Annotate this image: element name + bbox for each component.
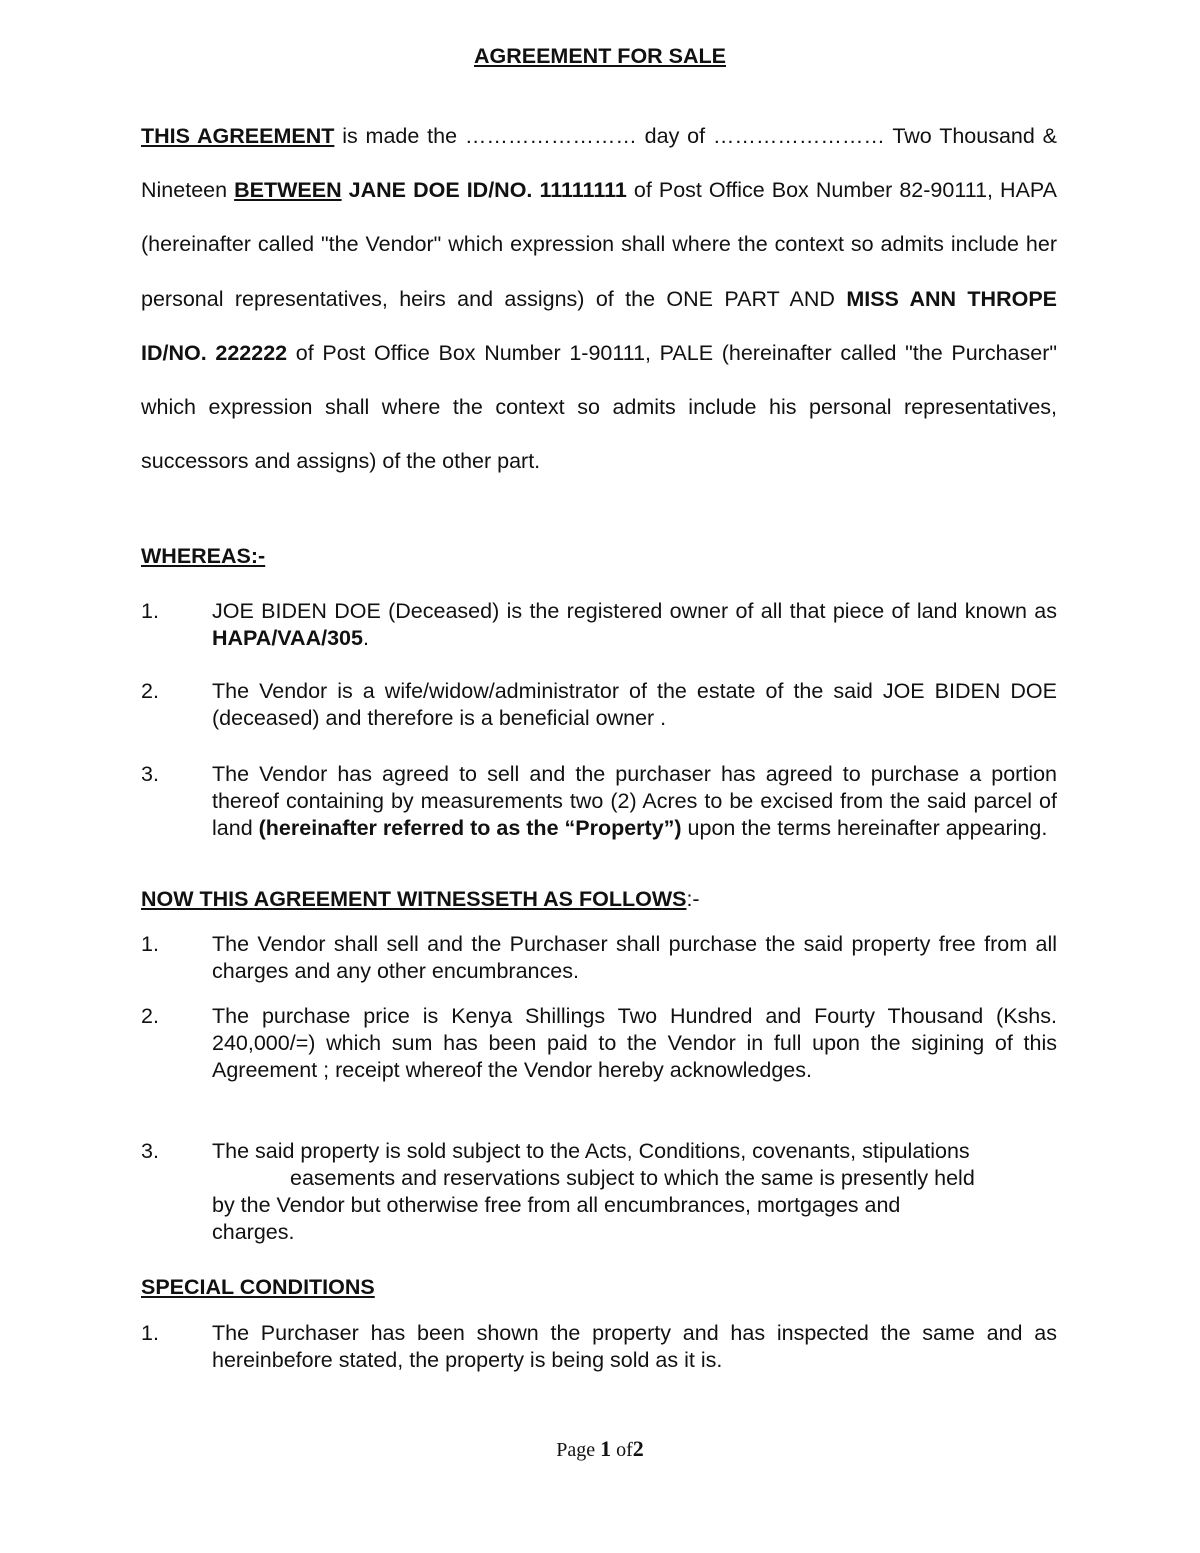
special-conditions-heading: SPECIAL CONDITIONS — [141, 1275, 375, 1299]
item-number: 1. — [141, 599, 159, 623]
vendor-name: JANE DOE ID/NO. 11111111 — [341, 178, 627, 203]
item-text: The Vendor is a wife/widow/administrator of the estate of the said JOE BIDEN DOE (deceased) and therefore is a beneficial owner . — [212, 679, 1057, 730]
current-page-number: 1 — [600, 1436, 612, 1461]
whereas-heading: WHEREAS:- — [141, 544, 266, 568]
item-number: 3. — [141, 762, 159, 786]
witnesseth-item — [141, 1138, 1057, 1246]
item-number: 3. — [141, 1139, 159, 1163]
item-text: The said property is sold subject to the Acts, Conditions, covenants, stipulations easements and reservations subject to which the same is presently held by the Vendor but otherwise free from all encumbrances, mortgages and charges. — [212, 1139, 975, 1244]
witnesseth-item — [141, 1003, 1057, 1084]
this-agreement-label: THIS AGREEMENT — [141, 124, 335, 148]
item-text: JOE BIDEN DOE (Deceased) is the registered owner of all that piece of land known as HAPA/VAA/305. — [212, 599, 1057, 650]
document-title: AGREEMENT FOR SALE — [473, 44, 727, 68]
item-number: 2. — [141, 679, 159, 703]
item-number: 1. — [141, 1321, 159, 1345]
intro-text-3: of Post Office Box Number 1-90111, PALE (hereinafter called "the Purchaser" which expression shall where the context so admits include his personal representatives, successors and assigns) of the other part. — [141, 340, 1057, 474]
item-text: The Vendor shall sell and the Purchaser shall purchase the said property free from all charges and any other encumbrances. — [212, 932, 1057, 983]
item-number: 2. — [141, 1004, 159, 1028]
whereas-item — [141, 598, 1057, 652]
special-condition-item — [141, 1320, 1057, 1374]
land-reference: HAPA/VAA/305 — [212, 626, 363, 650]
item-text: The Vendor has agreed to sell and the purchaser has agreed to purchase a portion thereof containing by measurements two (2) Acres to be excised from the said parcel of land (hereinafter referred to as the “Property”) upon the terms hereinafter appearing. — [212, 762, 1057, 840]
item-number: 1. — [141, 932, 159, 956]
item-text: The purchase price is Kenya Shillings Two Hundred and Fourty Thousand (Kshs. 240,000/=) which sum has been paid to the Vendor in full upon the sigining of this Agreement ; receipt whereof the Vendor hereby acknowledges. — [212, 1004, 1057, 1082]
witnesseth-item — [141, 931, 1057, 985]
intro-text-1: is made the …………………… day of …………………… Two Thousand & Nineteen — [141, 124, 1057, 203]
witnesseth-heading: NOW THIS AGREEMENT WITNESSETH AS FOLLOWS:- — [141, 887, 700, 911]
page-footer: Page 1 of2 — [556, 1436, 644, 1461]
property-definition: (hereinafter referred to as the “Property”) — [258, 816, 682, 840]
whereas-item — [141, 761, 1057, 842]
intro-text-2: of Post Office Box Number 82-90111, HAPA (hereinafter called "the Vendor" which expression shall where the context so admits include her personal representatives, heirs and assigns) of the ONE PART AND — [141, 178, 1057, 311]
whereas-item — [141, 678, 1057, 732]
item-text: The Purchaser has been shown the property and has inspected the same and as hereinbefore stated, the property is being sold as it is. — [212, 1321, 1057, 1372]
intro-paragraph — [141, 109, 1057, 488]
total-pages: 2 — [632, 1436, 644, 1461]
purchaser-name: MISS ANN THROPE ID/NO. 222222 — [141, 286, 1057, 365]
between-label: BETWEEN — [234, 178, 342, 203]
